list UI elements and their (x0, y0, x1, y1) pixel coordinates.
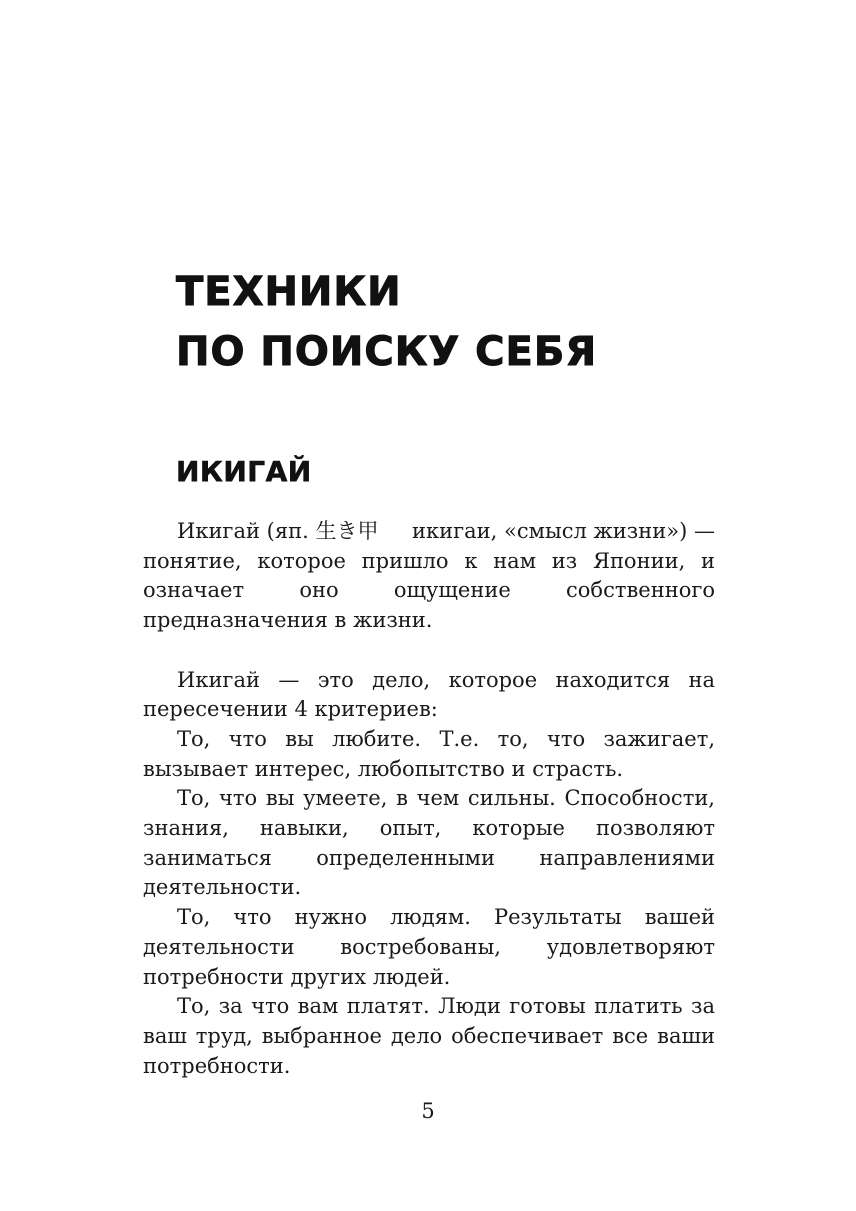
paragraph-criterion-paid: То, за что вам платят. Люди готовы платить за ваш труд, выбранное дело обеспечивает все ваши потребности. (143, 994, 715, 1078)
body-text (143, 517, 715, 1081)
paragraph-criteria-lead: Икигай — это дело, которое находится на пересечении 4 критериев: (143, 667, 715, 722)
paragraph-spacer (143, 636, 715, 666)
chapter-title (176, 262, 597, 382)
paragraph-criterion-need: То, что нужно людям. Результаты вашей деятельности востребованы, удовлетворяют потребности других людей. (143, 905, 715, 989)
paragraph-criterion-love: То, что вы любите. Т.е. то, что зажигает, вызывает интерес, любопытство и страсть. (143, 726, 715, 781)
paragraph-criterion-skill: То, что вы умеете, в чем сильны. Способности, знания, навыки, опыт, которые позволяют заниматься определенными направлениями деятельности. (143, 786, 715, 900)
chapter-title-line-1: ТЕХНИКИ (176, 269, 402, 315)
page-number: 5 (421, 1099, 435, 1123)
paragraph-intro: Икигай (яп. 生き甲 икигаи, «смысл жизни») — понятие, которое пришло к нам из Японии, и означает оно ощущение собственного предназначения в жизни. (143, 519, 715, 633)
chapter-title-line-2: ПО ПОИСКУ СЕБЯ (176, 329, 598, 375)
section-title: ИКИГАЙ (176, 455, 312, 488)
